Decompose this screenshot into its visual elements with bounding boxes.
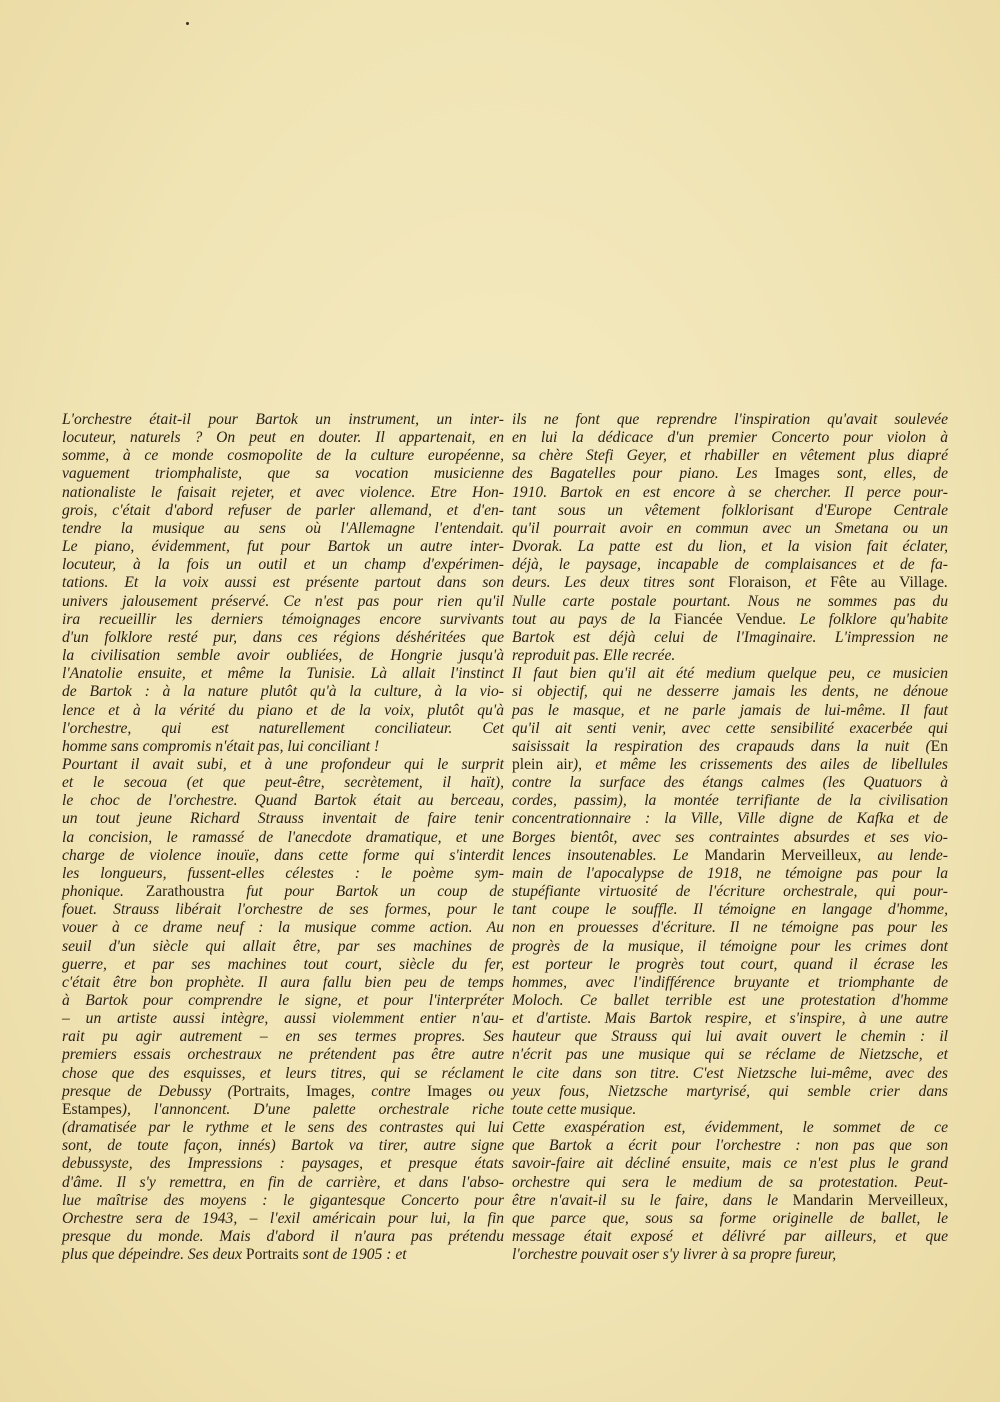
text-line: Bartok est déjà celui de l'Imaginaire. L'impression ne <box>512 628 948 646</box>
text-line: tant coupe le souffle. Il témoigne en langage d'homme, <box>512 901 948 919</box>
text-line: Estampes), l'annoncent. D'une palette orchestrale riche <box>62 1100 504 1118</box>
text-line: yeux fous, Nietzsche martyrisé, qui semble crier dans <box>512 1082 948 1100</box>
text-line: – un artiste aussi intègre, aussi violemment entier n'au- <box>62 1010 504 1028</box>
text-line: lence et à la vérité du piano et de la voix, plutôt qu'à <box>62 701 504 719</box>
roman-title: Images <box>774 465 820 483</box>
roman-title: plein air <box>512 755 573 773</box>
text-line: ira recueillir les derniers témoignages encore survivants <box>62 610 504 628</box>
text-line: tant sous un vêtement folklorisant d'Europe Centrale <box>512 501 948 519</box>
roman-title: Fiancée Vendue <box>674 610 783 628</box>
text-line: univers jalousement préservé. Ce n'est pas pour rien qu'il <box>62 592 504 610</box>
text-line: progrès de la musique, il témoigne pour les crimes dont <box>512 937 948 955</box>
text-line: Il faut bien qu'il ait été medium quelque peu, ce musicien <box>512 665 948 683</box>
text-line: seuil d'un siècle qui allait être, par ses machines de <box>62 937 504 955</box>
text-line: hommes, avec l'indifférence bruyante et triomphante de <box>512 973 948 991</box>
text-line: d'âme. Il s'y remettra, en fin de carrière, et dans l'abso- <box>62 1173 504 1191</box>
text-line: sa chère Stefi Geyer, et rhabiller en vêtement plus diapré <box>512 447 948 465</box>
text-line: locuteur, à la fois un outil et un champ d'expérimen- <box>62 556 504 574</box>
text-line: et le secoua (et que peut-être, secrètement, il haït), <box>62 774 504 792</box>
roman-title: Zarathoustra <box>145 883 225 901</box>
text-line: est porteur le progrès tout court, quand il écrase les <box>512 955 948 973</box>
text-line: lue maîtrise des moyens : le gigantesque Concerto pour <box>62 1191 504 1209</box>
roman-title: Portraits <box>245 1246 299 1264</box>
text-line: premiers essais orchestraux ne prétendent pas être autre <box>62 1046 504 1064</box>
text-line: contre la surface des étangs calmes (les Quatuors à <box>512 774 948 792</box>
text-line: c'était être bon prophète. Il aura fallu bien peu de temps <box>62 973 504 991</box>
text-line: hauteur que Strauss qui lui avait ouvert le chemin : il <box>512 1028 948 1046</box>
text-line: d'un folklore resté pur, dans ces régions déshéritées que <box>62 628 504 646</box>
roman-title: Estampes <box>62 1100 122 1118</box>
text-line: être n'avait-il su le faire, dans le Mandarin Merveilleux, <box>512 1191 948 1209</box>
text-line: savoir-faire ait décliné ensuite, mais ce n'est plus le grand <box>512 1155 948 1173</box>
text-line: Cette exaspération est, évidemment, le sommet de ce <box>512 1119 948 1137</box>
text-line: Le piano, évidemment, fut pour Bartok un autre inter- <box>62 538 504 556</box>
text-line: l'orchestre, qui est naturellement conciliateur. Cet <box>62 719 504 737</box>
text-line: tations. Et la voix aussi est présente partout dans son <box>62 574 504 592</box>
text-line: vouer à ce drame neuf : la musique comme action. Au <box>62 919 504 937</box>
text-line: un tout jeune Richard Strauss inventait de faire tenir <box>62 810 504 828</box>
text-line: les longueurs, fussent-elles célestes : le poème sym- <box>62 864 504 882</box>
roman-title: Floraison <box>728 574 788 592</box>
text-line: et d'artiste. Mais Bartok respire, et s'inspire, à une autre <box>512 1010 948 1028</box>
text-line: la civilisation semble avoir oubliées, de Hongrie jusqu'à <box>62 647 504 665</box>
text-line: la concision, le ramassé de l'anecdote dramatique, et une <box>62 828 504 846</box>
text-line: lences insoutenables. Le Mandarin Merveilleux, au lende- <box>512 846 948 864</box>
text-line: rait pu agir autrement – en ses termes propres. Ses <box>62 1028 504 1046</box>
text-line: en lui la dédicace d'un premier Concerto pour violon à <box>512 429 948 447</box>
text-line: guerre, et par ses machines tout court, siècle du fer, <box>62 955 504 973</box>
text-line: que parce que, sous sa forme originelle de ballet, le <box>512 1209 948 1227</box>
text-line: qu'il ait senti venir, avec cette sensibilité exacerbée qui <box>512 719 948 737</box>
text-line: fouet. Strauss libérait l'orchestre de ses formes, pour le <box>62 901 504 919</box>
text-line: deurs. Les deux titres sont Floraison, et Fête au Village. <box>512 574 949 592</box>
text-line: tout au pays de la Fiancée Vendue. Le folklore qu'habite <box>512 610 948 628</box>
text-line: pas le masque, et ne parle jamais de lui-même. Il faut <box>512 701 948 719</box>
text-line: reproduit pas. Elle recrée. <box>512 647 676 665</box>
text-line: Pourtant il avait subi, et à une profondeur qui le surprit <box>62 755 504 773</box>
text-line: cordes, passim), la montée terrifiante de la civilisation <box>512 792 948 810</box>
text-line: le cite dans son titre. C'est Nietzsche lui-même, avec des <box>512 1064 948 1082</box>
text-line: nationaliste le faisait rejeter, et avec violence. Etre Hon- <box>62 483 504 501</box>
text-line: des Bagatelles pour piano. Les Images sont, elles, de <box>512 465 948 483</box>
text-line: stupéfiante virtuosité de l'écriture orchestrale, qui pour- <box>512 883 948 901</box>
text-line: plus que dépeindre. Ses deux Portraits sont de 1905 : et <box>62 1246 407 1264</box>
text-line: presque du monde. Mais d'abord il n'aura pas prétendu <box>62 1228 504 1246</box>
text-line: déjà, le paysage, incapable de complaisances et de fa- <box>512 556 948 574</box>
text-line: grois, c'était d'abord refuser de parler allemand, et d'en- <box>62 501 504 519</box>
text-column-left <box>62 411 504 1264</box>
text-line: homme sans compromis n'était pas, lui conciliant ! <box>62 737 380 755</box>
text-line: phonique. Zarathoustra fut pour Bartok un coup de <box>62 883 504 901</box>
text-line: (dramatisée par le rythme et le sens des contrastes qui lui <box>62 1119 504 1137</box>
roman-title: En <box>930 737 948 755</box>
text-line: plein air), et même les crissements des ailes de libellules <box>512 755 948 773</box>
text-line: l'orchestre pouvait oser s'y livrer à sa propre fureur, <box>512 1246 837 1264</box>
roman-title: Mandarin Merveilleux <box>704 846 858 864</box>
text-line: n'écrit pas une musique qui se réclame de Nietzsche, et <box>512 1046 948 1064</box>
text-line: saisissait la respiration des crapauds dans la nuit (En <box>512 737 948 755</box>
text-line: Orchestre sera de 1943, – l'exil américain pour lui, la fin <box>62 1209 504 1227</box>
text-line: orchestre qui sera le medium de sa protestation. Peut- <box>512 1173 948 1191</box>
text-line: main de l'apocalypse de 1918, ne témoigne pas pour la <box>512 864 948 882</box>
text-line: charge de violence inouïe, dans cette forme qui s'interdit <box>62 846 504 864</box>
text-line: que Bartok a écrit pour l'orchestre : non pas que son <box>512 1137 948 1155</box>
roman-title: Images <box>426 1082 472 1100</box>
text-line: qu'il pourrait avoir en commun avec un Smetana ou un <box>512 519 948 537</box>
text-line: presque de Debussy (Portraits, Images, contre Images ou <box>62 1082 504 1100</box>
text-column-right <box>512 411 948 1264</box>
text-line: non en prouesses d'écriture. Il ne témoigne pas pour les <box>512 919 948 937</box>
text-line: ils ne font que reprendre l'inspiration qu'avait soulevée <box>512 411 948 428</box>
text-line: debussyste, des Impressions : paysages, et presque états <box>62 1155 504 1173</box>
text-line: locuteur, naturels ? On peut en douter. Il appartenait, en <box>62 429 504 447</box>
print-speck <box>186 22 189 25</box>
roman-title: Mandarin Merveilleux <box>792 1191 945 1209</box>
text-line: si objectif, qui ne desserre jamais les dents, ne dénoue <box>512 683 948 701</box>
text-line: de Bartok : à la nature plutôt qu'à la culture, à la vio- <box>62 683 504 701</box>
text-line: le choc de l'orchestre. Quand Bartok était au berceau, <box>62 792 504 810</box>
text-line: Dvorak. La patte est du lion, et la vision fait éclater, <box>512 538 948 556</box>
text-line: 1910. Bartok en est encore à se chercher. Il perce pour- <box>512 483 948 501</box>
roman-title: Portraits <box>232 1082 286 1100</box>
text-line: L'orchestre était-il pour Bartok un instrument, un inter- <box>62 411 504 428</box>
text-line: message était exposé et délivré par ailleurs, et que <box>512 1228 948 1246</box>
text-line: toute cette musique. <box>512 1100 637 1118</box>
text-line: sont, de toute façon, innés) Bartok va tirer, autre signe <box>62 1137 504 1155</box>
text-line: vaguement triomphaliste, que sa vocation musicienne <box>62 465 504 483</box>
text-line: chose que des esquisses, et leurs titres, qui se réclament <box>62 1064 504 1082</box>
text-line: Nulle carte postale pourtant. Nous ne sommes pas du <box>512 592 948 610</box>
roman-title: Fête au Village <box>830 574 945 592</box>
text-line: concentrationnaire : la Ville, Ville digne de Kafka et de <box>512 810 948 828</box>
text-line: l'Anatolie ensuite, et même la Tunisie. Là allait l'instinct <box>62 665 504 683</box>
text-line: somme, à ce monde cosmopolite de la culture européenne, <box>62 447 504 465</box>
text-line: à Bartok pour comprendre le signe, et pour l'interpréter <box>62 992 504 1009</box>
text-line: tendre la musique au sens où l'Allemagne l'entendait. <box>62 519 504 537</box>
roman-title: Images <box>305 1082 351 1100</box>
text-line: Moloch. Ce ballet terrible est une protestation d'homme <box>512 992 948 1009</box>
text-line: Borges bientôt, avec ses contraintes absurdes et ses vio- <box>512 828 948 846</box>
